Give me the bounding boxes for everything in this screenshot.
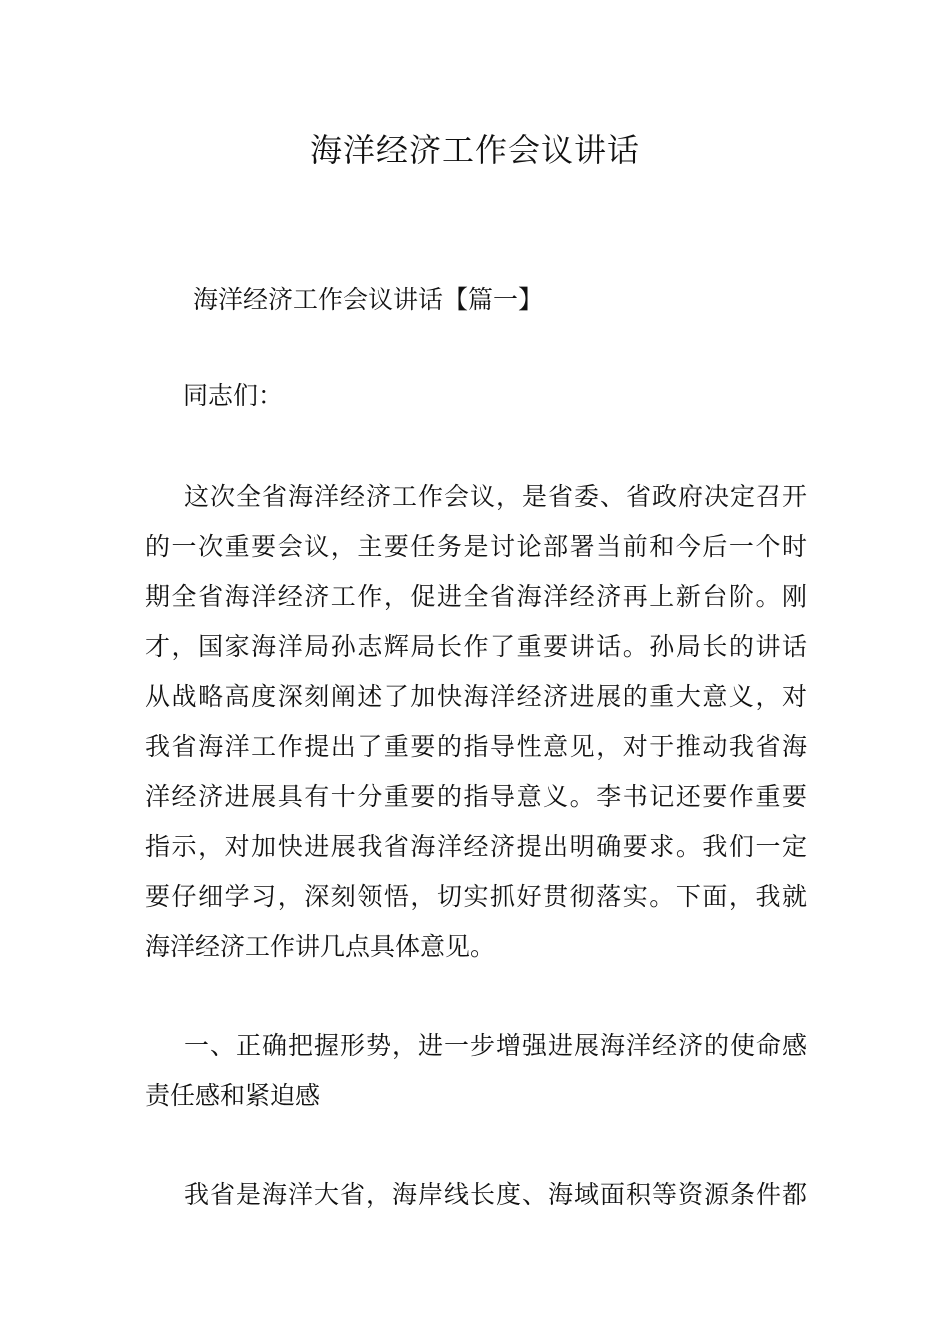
section-subtitle: 海洋经济工作会议讲话【篇一】	[193, 285, 544, 314]
paragraph-line: 才，国家海洋局孙志辉局长作了重要讲话。孙局长的讲话	[145, 632, 807, 661]
paragraph-line: 洋经济进展具有十分重要的指导意义。李书记还要作重要	[145, 782, 807, 811]
salutation: 同志们：	[183, 381, 284, 410]
paragraph-line: 期全省海洋经济工作，促进全省海洋经济再上新台阶。刚	[145, 582, 807, 611]
paragraph-line: 要仔细学习，深刻领悟，切实抓好贯彻落实。下面，我就	[145, 882, 807, 911]
section-heading-1	[145, 1021, 807, 1121]
heading-line: 一、正确把握形势，进一步增强进展海洋经济的使命感	[184, 1031, 807, 1060]
paragraph-intro	[145, 472, 807, 972]
paragraph-line: 从战略高度深刻阐述了加快海洋经济进展的重大意义，对	[145, 682, 807, 711]
paragraph-line: 这次全省海洋经济工作会议，是省委、省政府决定召开	[184, 482, 807, 511]
paragraph-line: 的一次重要会议，主要任务是讨论部署当前和今后一个时	[145, 532, 807, 561]
paragraph-province	[145, 1170, 807, 1220]
paragraph-line: 海洋经济工作讲几点具体意见。	[145, 932, 496, 961]
heading-line: 责任感和紧迫感	[145, 1081, 321, 1110]
document-title: 海洋经济工作会议讲话	[309, 131, 640, 169]
paragraph-line: 我省海洋工作提出了重要的指导性意见，对于推动我省海	[145, 732, 807, 761]
paragraph-line: 指示，对加快进展我省海洋经济提出明确要求。我们一定	[145, 832, 807, 861]
paragraph-line: 我省是海洋大省，海岸线长度、海域面积等资源条件都	[184, 1180, 807, 1209]
